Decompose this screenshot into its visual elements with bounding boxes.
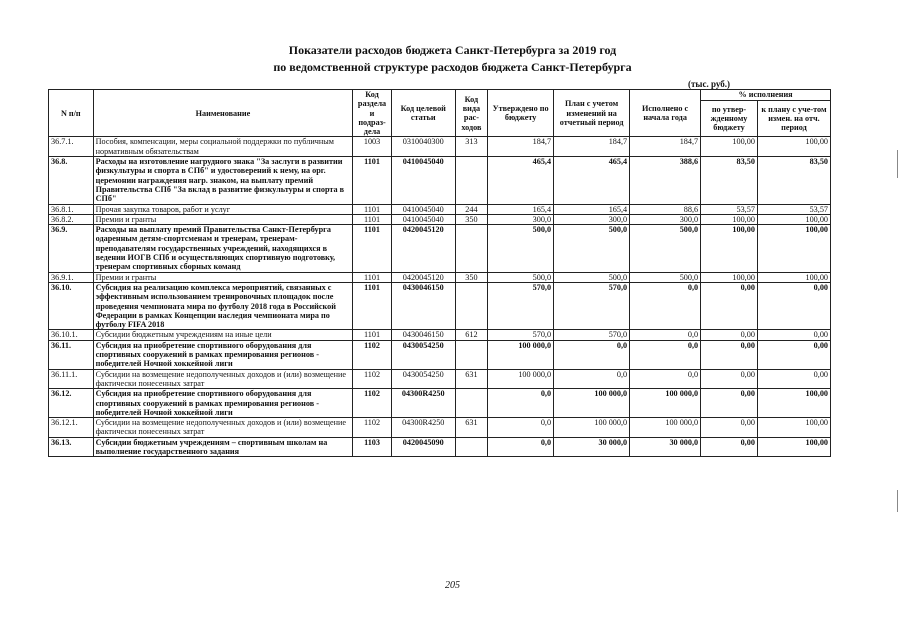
row-approved: 184,7 (488, 137, 554, 157)
row-razdel-code: 1101 (353, 225, 392, 272)
row-pct-approved: 100,00 (701, 272, 758, 282)
units-label: (тыс. руб.) (688, 79, 730, 89)
row-plan: 500,0 (554, 272, 630, 282)
scan-edge-mark (897, 150, 898, 178)
table-row (49, 369, 831, 389)
header-pct-group: % исполнения (701, 90, 831, 101)
row-plan: 184,7 (554, 137, 630, 157)
table-row (49, 418, 831, 438)
report-title-line-1: Показатели расходов бюджета Санкт-Петербурга за 2019 год (288, 43, 617, 57)
table-row (49, 204, 831, 214)
row-number: 36.8.1. (49, 204, 94, 214)
row-statya-code: 0420045090 (391, 437, 455, 457)
table-row (49, 157, 831, 204)
row-razdel-code: 1101 (353, 204, 392, 214)
row-approved: 0,0 (488, 418, 554, 438)
row-number: 36.9. (49, 225, 94, 272)
row-approved: 500,0 (488, 272, 554, 282)
row-executed: 100 000,0 (630, 418, 701, 438)
row-razdel-code: 1003 (353, 137, 392, 157)
row-vid-code (455, 389, 487, 418)
row-plan: 465,4 (554, 157, 630, 204)
row-approved: 165,4 (488, 204, 554, 214)
row-pct-approved: 0,00 (701, 282, 758, 329)
report-title-line-2: по ведомственной структуре расходов бюджета Санкт-Петербурга (273, 60, 632, 74)
header-razdel: Код раздела и подраз-дела (353, 90, 392, 137)
row-executed: 300,0 (630, 214, 701, 224)
row-number: 36.9.1. (49, 272, 94, 282)
row-statya-code: 0430046150 (391, 282, 455, 329)
row-vid-code: 631 (455, 418, 487, 438)
row-plan: 0,0 (554, 340, 630, 369)
row-pct-plan: 0,00 (757, 340, 830, 369)
row-vid-code: 631 (455, 369, 487, 389)
header-approved: Утверждено по бюджету (488, 90, 554, 137)
row-vid-code (455, 282, 487, 329)
row-name: Премии и гранты (93, 272, 353, 282)
row-pct-plan: 100,00 (757, 225, 830, 272)
row-statya-code: 0430046150 (391, 330, 455, 340)
row-statya-code: 0420045120 (391, 225, 455, 272)
row-plan: 100 000,0 (554, 418, 630, 438)
row-number: 36.7.1. (49, 137, 94, 157)
budget-table (48, 89, 831, 457)
header-plan: План с учетом изменений на отчетный период (554, 90, 630, 137)
table-row (49, 340, 831, 369)
row-razdel-code: 1101 (353, 330, 392, 340)
row-name: Субсидия на приобретение спортивного оборудования для спортивных сооружений в рамках премирования регионов - победителей Ночной хоккейной лиги (93, 389, 353, 418)
row-pct-plan: 0,00 (757, 282, 830, 329)
header-name: Наименование (93, 90, 353, 137)
row-approved: 465,4 (488, 157, 554, 204)
row-pct-approved: 100,00 (701, 137, 758, 157)
row-pct-plan: 100,00 (757, 418, 830, 438)
row-vid-code (455, 340, 487, 369)
row-pct-approved: 100,00 (701, 225, 758, 272)
row-statya-code: 0430054250 (391, 369, 455, 389)
row-statya-code: 04300R4250 (391, 389, 455, 418)
row-pct-plan: 100,00 (757, 389, 830, 418)
row-executed: 0,0 (630, 369, 701, 389)
row-plan: 165,4 (554, 204, 630, 214)
row-vid-code: 313 (455, 137, 487, 157)
table-row (49, 437, 831, 457)
row-executed: 100 000,0 (630, 389, 701, 418)
table-row (49, 330, 831, 340)
row-pct-approved: 0,00 (701, 330, 758, 340)
row-statya-code: 04300R4250 (391, 418, 455, 438)
row-plan: 0,0 (554, 369, 630, 389)
row-pct-plan: 100,00 (757, 272, 830, 282)
row-statya-code: 0310040300 (391, 137, 455, 157)
row-razdel-code: 1102 (353, 340, 392, 369)
row-executed: 30 000,0 (630, 437, 701, 457)
row-plan: 500,0 (554, 225, 630, 272)
row-razdel-code: 1101 (353, 282, 392, 329)
row-razdel-code: 1101 (353, 214, 392, 224)
table-row (49, 389, 831, 418)
row-razdel-code: 1102 (353, 418, 392, 438)
table-row (49, 214, 831, 224)
row-statya-code: 0430054250 (391, 340, 455, 369)
row-vid-code: 244 (455, 204, 487, 214)
row-approved: 570,0 (488, 330, 554, 340)
row-razdel-code: 1103 (353, 437, 392, 457)
row-razdel-code: 1101 (353, 272, 392, 282)
row-pct-approved: 53,57 (701, 204, 758, 214)
row-number: 36.12.1. (49, 418, 94, 438)
row-pct-plan: 83,50 (757, 157, 830, 204)
row-executed: 0,0 (630, 340, 701, 369)
row-executed: 0,0 (630, 282, 701, 329)
row-vid-code (455, 157, 487, 204)
row-statya-code: 0410045040 (391, 204, 455, 214)
row-razdel-code: 1101 (353, 157, 392, 204)
table-row (49, 137, 831, 157)
row-approved: 570,0 (488, 282, 554, 329)
row-executed: 88,6 (630, 204, 701, 214)
row-approved: 500,0 (488, 225, 554, 272)
row-approved: 100 000,0 (488, 340, 554, 369)
row-name: Прочая закупка товаров, работ и услуг (93, 204, 353, 214)
table-body (49, 137, 831, 457)
row-vid-code (455, 225, 487, 272)
row-name: Субсидии бюджетным учреждениям на иные цели (93, 330, 353, 340)
row-executed: 184,7 (630, 137, 701, 157)
table-header (49, 90, 831, 137)
row-vid-code: 612 (455, 330, 487, 340)
row-name: Субсидия на реализацию комплекса мероприятий, связанных с эффективным использованием тренировочных площадок после проведения чемпионата мира по футболу 2018 года в Российской Федерации в рамках Концепции наследия чемпионата мира по футболу FIFA 2018 (93, 282, 353, 329)
row-plan: 100 000,0 (554, 389, 630, 418)
row-pct-plan: 53,57 (757, 204, 830, 214)
row-name: Субсидии на возмещение недополученных доходов и (или) возмещение фактически понесенных затрат (93, 418, 353, 438)
row-executed: 388,6 (630, 157, 701, 204)
row-approved: 0,0 (488, 389, 554, 418)
row-pct-approved: 0,00 (701, 369, 758, 389)
row-number: 36.11. (49, 340, 94, 369)
row-number: 36.10. (49, 282, 94, 329)
row-executed: 0,0 (630, 330, 701, 340)
row-vid-code: 350 (455, 214, 487, 224)
row-plan: 30 000,0 (554, 437, 630, 457)
row-pct-plan: 0,00 (757, 330, 830, 340)
row-pct-approved: 0,00 (701, 389, 758, 418)
row-number: 36.12. (49, 389, 94, 418)
row-vid-code (455, 437, 487, 457)
row-plan: 570,0 (554, 282, 630, 329)
row-name: Субсидии на возмещение недополученных доходов и (или) возмещение фактически понесенных затрат (93, 369, 353, 389)
header-vid: Код вида рас-ходов (455, 90, 487, 137)
header-pct-approved: по утвер-жденному бюджету (701, 101, 758, 137)
row-name: Субсидия на приобретение спортивного оборудования для спортивных сооружений в рамках премирования регионов - победителей Ночной хоккейной лиги (93, 340, 353, 369)
row-name: Премии и гранты (93, 214, 353, 224)
header-num: N п/п (49, 90, 94, 137)
row-plan: 570,0 (554, 330, 630, 340)
row-pct-plan: 100,00 (757, 214, 830, 224)
row-pct-approved: 0,00 (701, 418, 758, 438)
header-pct-plan: к плану с уче-том измен. на отч. период (757, 101, 830, 137)
header-executed: Исполнено с начала года (630, 90, 701, 137)
row-statya-code: 0410045040 (391, 157, 455, 204)
row-statya-code: 0420045120 (391, 272, 455, 282)
row-executed: 500,0 (630, 272, 701, 282)
row-plan: 300,0 (554, 214, 630, 224)
page-number: 205 (445, 580, 460, 591)
row-number: 36.8.2. (49, 214, 94, 224)
row-vid-code: 350 (455, 272, 487, 282)
row-statya-code: 0410045040 (391, 214, 455, 224)
row-pct-approved: 0,00 (701, 437, 758, 457)
row-razdel-code: 1102 (353, 369, 392, 389)
header-statya: Код целевой статьи (391, 90, 455, 137)
row-number: 36.10.1. (49, 330, 94, 340)
row-pct-plan: 100,00 (757, 437, 830, 457)
row-pct-plan: 100,00 (757, 137, 830, 157)
row-pct-plan: 0,00 (757, 369, 830, 389)
table-row (49, 282, 831, 329)
row-approved: 0,0 (488, 437, 554, 457)
row-pct-approved: 100,00 (701, 214, 758, 224)
row-name: Расходы на выплату премий Правительства Санкт-Петербурга одаренным детям-спортсменам и тренерам, тренерам-преподавателям государственных учреждений, находящихся в ведении ИОГВ СПб и осуществляющих спортивную подготовку, тренерам спортивных сборных команд (93, 225, 353, 272)
row-number: 36.8. (49, 157, 94, 204)
row-approved: 300,0 (488, 214, 554, 224)
row-name: Расходы на изготовление нагрудного знака "За заслуги в развитии физкультуры и спорта в СПб" и удостоверений к нему, на орг. церемонии награждения нагр. знаком, на выплату премий Правительства СПб "За вклад в развитие физкультуры и спорта в СПб" (93, 157, 353, 204)
row-razdel-code: 1102 (353, 389, 392, 418)
row-pct-approved: 83,50 (701, 157, 758, 204)
table-row (49, 272, 831, 282)
table-row (49, 225, 831, 272)
scan-edge-mark (897, 490, 898, 512)
row-pct-approved: 0,00 (701, 340, 758, 369)
row-number: 36.13. (49, 437, 94, 457)
row-executed: 500,0 (630, 225, 701, 272)
row-name: Пособия, компенсации, меры социальной поддержки по публичным нормативным обязательствам (93, 137, 353, 157)
row-number: 36.11.1. (49, 369, 94, 389)
row-name: Субсидии бюджетным учреждениям – спортивным школам на выполнение государственного задания (93, 437, 353, 457)
row-approved: 100 000,0 (488, 369, 554, 389)
